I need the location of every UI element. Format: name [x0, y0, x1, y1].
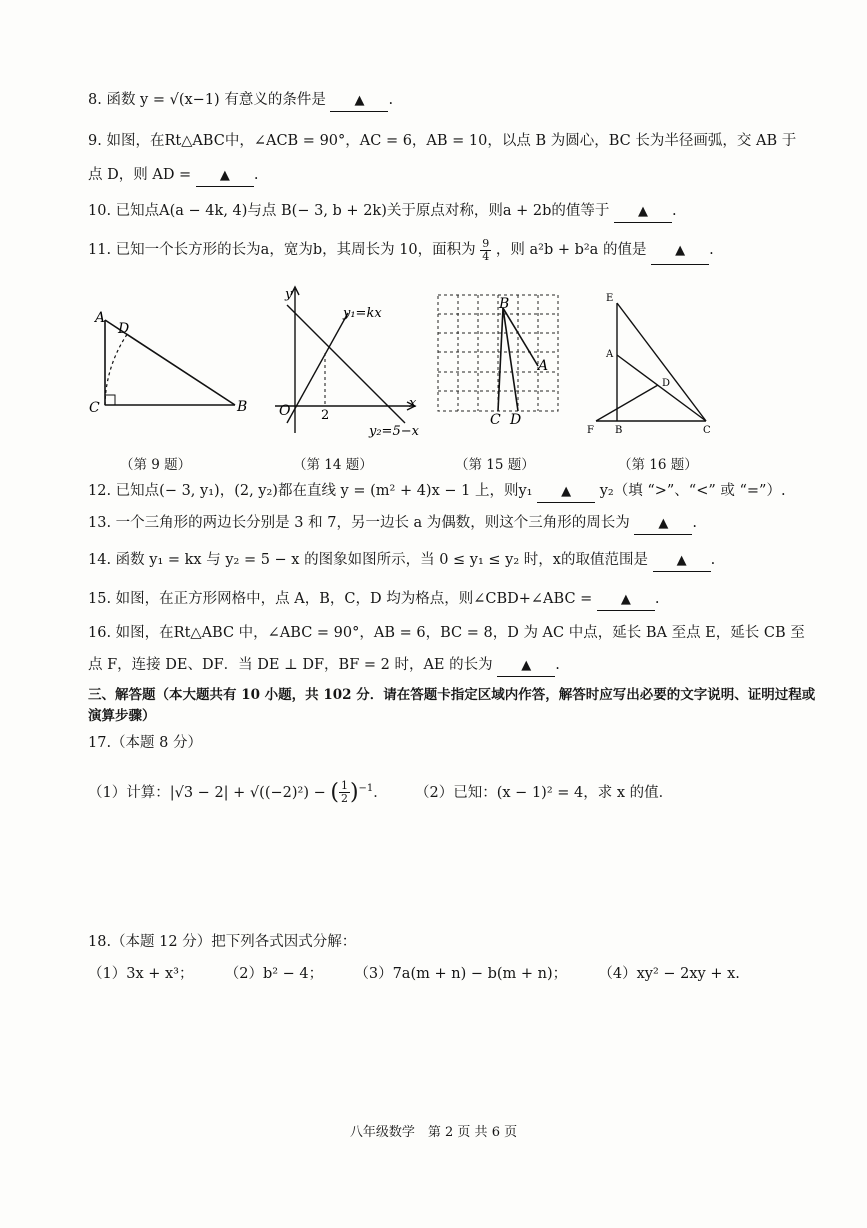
- label-D: D: [118, 321, 130, 337]
- label-A: A: [606, 349, 614, 360]
- question-18-heading: 18.（本题 12 分）把下列各式因式分解：: [88, 934, 357, 950]
- label-A: A: [95, 310, 106, 326]
- answer-blank-13: [634, 513, 692, 535]
- question-17-part-2: （2）已知：(x − 1)² = 4，求 x 的值．: [415, 784, 674, 801]
- caption-fig-9: （第 9 题）: [120, 457, 192, 473]
- question-16-line2: 点 F，连接 DE、DF．当 DE ⊥ DF，BF = 2 时，AE 的长为 ▲ .: [88, 655, 827, 677]
- label-D: D: [662, 378, 671, 389]
- answer-blank-9: [196, 165, 254, 187]
- x-axis-label: x: [409, 396, 417, 411]
- figure-15: [433, 290, 563, 435]
- question-15-text: 15. 如图，在正方形网格中，点 A，B，C，D 均为格点，则∠CBD+∠ABC =: [88, 591, 593, 607]
- question-10-text: 10. 已知点A(a − 4k, 4)与点 B(− 3, b + 2k)关于原点对称，则a + 2b的值等于: [88, 203, 610, 219]
- label-B: B: [615, 425, 623, 435]
- question-12-text-2: y₂（填 “>”、“<” 或 “=”）.: [599, 483, 786, 499]
- figure-9: [85, 305, 260, 420]
- question-11: 11. 已知一个长方形的长为a，宽为b，其周长为 10，面积为 $\frac{9}{4}$ ，则 a²b + b²a 的值是 ▲ .: [88, 237, 827, 265]
- fraction-1-2: [339, 780, 350, 805]
- question-12-text: 12. 已知点(− 3, y₁)，(2, y₂)都在直线 y = (m² + 4)x − 1 上，则y₁: [88, 483, 533, 499]
- triangle-mark: ▲: [620, 592, 631, 607]
- question-14: 14. 函数 y₁ = kx 与 y₂ = 5 − x 的图象如图所示，当 0 ≤ y₁ ≤ y₂ 时，x的取值范围是 ▲ .: [88, 550, 827, 572]
- label-C: C: [490, 412, 501, 428]
- question-16-text: 点 F，连接 DE、DF．当 DE ⊥ DF，BF = 2 时，AE 的长为: [88, 657, 493, 673]
- label-C: C: [89, 400, 100, 416]
- origin-label: O: [279, 403, 291, 419]
- section-3-heading: 三、解答题（本大题共有 10 小题，共 102 分．请在答题卡指定区域内作答，解答时应写出必要的文字说明、证明过程或演算步骤）: [88, 687, 816, 724]
- question-16-line1: 16. 如图，在Rt△ABC 中，∠ABC = 90°，AB = 6，BC = 8，D 为 AC 中点，延长 BA 至点 E，延长 CB 至: [88, 625, 805, 641]
- triangle-mark: ▲: [675, 243, 686, 258]
- label-E: E: [606, 293, 614, 304]
- question-18-item-3: （3）7a(m + n) − b(m + n)；: [354, 966, 568, 982]
- label-B: B: [237, 399, 248, 415]
- answer-blank-10: [614, 201, 672, 223]
- question-9-text: 点 D，则 AD =: [88, 167, 192, 183]
- label-D: D: [510, 412, 522, 428]
- paren-close: ): [349, 779, 359, 805]
- question-18-item-4: （4）xy² − 2xy + x.: [598, 966, 740, 982]
- triangle-mark: ▲: [219, 168, 230, 183]
- fraction-denominator: 2: [340, 792, 348, 806]
- fraction-numerator: 1: [340, 779, 348, 793]
- question-8: 8. 函数 y = √(x−1) 有意义的条件是 ▲ .: [88, 90, 827, 112]
- line-y1-label: y₁=kx: [343, 306, 382, 321]
- question-13-text: 13. 一个三角形的两边长分别是 3 和 7，另一边长 a 为偶数，则这个三角形的周长为: [88, 515, 630, 531]
- triangle-mark: ▲: [521, 658, 532, 673]
- question-15: 15. 如图，在正方形网格中，点 A，B，C，D 均为格点，则∠CBD+∠ABC = ▲ .: [88, 589, 827, 611]
- question-18-item-2: （2）b² − 4；: [224, 966, 324, 982]
- label-F: F: [587, 425, 594, 435]
- answer-blank-16: [497, 655, 555, 677]
- triangle-mark: ▲: [676, 553, 687, 568]
- answer-blank-15: [597, 589, 655, 611]
- line-y2-label: y₂=5−x: [369, 424, 419, 439]
- question-14-text: 14. 函数 y₁ = kx 与 y₂ = 5 − x 的图象如图所示，当 0 ≤ y₁ ≤ y₂ 时，x的取值范围是: [88, 552, 648, 568]
- caption-fig-14: （第 14 题）: [293, 457, 373, 473]
- question-13: 13. 一个三角形的两边长分别是 3 和 7，另一边长 a 为偶数，则这个三角形的周长为 ▲ .: [88, 513, 827, 535]
- question-9-line1: 9. 如图，在Rt△ABC中，∠ACB = 90°，AC = 6，AB = 10，以点 B 为圆心，BC 长为半径画弧，交 AB 于: [88, 133, 797, 149]
- fraction-9-4: [480, 238, 491, 263]
- answer-blank-8: [330, 90, 388, 112]
- question-17-parts: （1）计算：|√3 − 2| + √((−2)²) − ( $\frac{1}{2}$ )$^{-1}$． （2）已知：(x − 1)² = 4，求 x 的值．: [88, 779, 674, 806]
- exponent: −1: [358, 783, 374, 794]
- question-18-items: [88, 964, 827, 984]
- answer-blank-14: [653, 550, 711, 572]
- figure-14: [265, 283, 425, 440]
- question-18-item-1: （1）3x + x³；: [88, 966, 194, 982]
- answer-blank-12: [537, 481, 595, 503]
- y-axis-label: y: [285, 287, 293, 302]
- question-10: 10. 已知点A(a − 4k, 4)与点 B(− 3, b + 2k)关于原点对称，则a + 2b的值等于 ▲ .: [88, 201, 827, 223]
- question-12: [88, 481, 827, 503]
- answer-blank-11: [651, 237, 709, 265]
- question-11-text-2: ，则 a²b + b²a 的值是: [495, 242, 647, 258]
- label-C: C: [703, 425, 711, 435]
- triangle-mark: ▲: [561, 484, 572, 499]
- fraction-numerator: 9: [482, 236, 490, 250]
- paren-open: (: [330, 779, 339, 805]
- x-tick-2: 2: [321, 408, 330, 423]
- question-17-heading: 17.（本题 8 分）: [88, 735, 203, 751]
- question-9-line2: 点 D，则 AD = ▲ .: [88, 165, 827, 187]
- triangle-mark: ▲: [354, 93, 365, 108]
- caption-fig-15: （第 15 题）: [455, 457, 535, 473]
- fraction-denominator: 4: [482, 249, 490, 263]
- question-8-text: 8. 函数 y = √(x−1) 有意义的条件是: [88, 92, 326, 108]
- triangle-mark: ▲: [658, 516, 669, 531]
- question-17-part-1: （1）计算：|√3 − 2| + √((−2)²) −: [88, 784, 326, 801]
- label-A: A: [538, 358, 549, 374]
- label-B: B: [499, 296, 510, 312]
- caption-fig-16: （第 16 题）: [618, 457, 698, 473]
- question-11-text: 11. 已知一个长方形的长为a，宽为b，其周长为 10，面积为: [88, 242, 476, 258]
- figure-16: [582, 285, 717, 435]
- page-footer: 八年级数学 第 2 页 共 6 页: [349, 1125, 518, 1140]
- triangle-mark: ▲: [638, 204, 648, 219]
